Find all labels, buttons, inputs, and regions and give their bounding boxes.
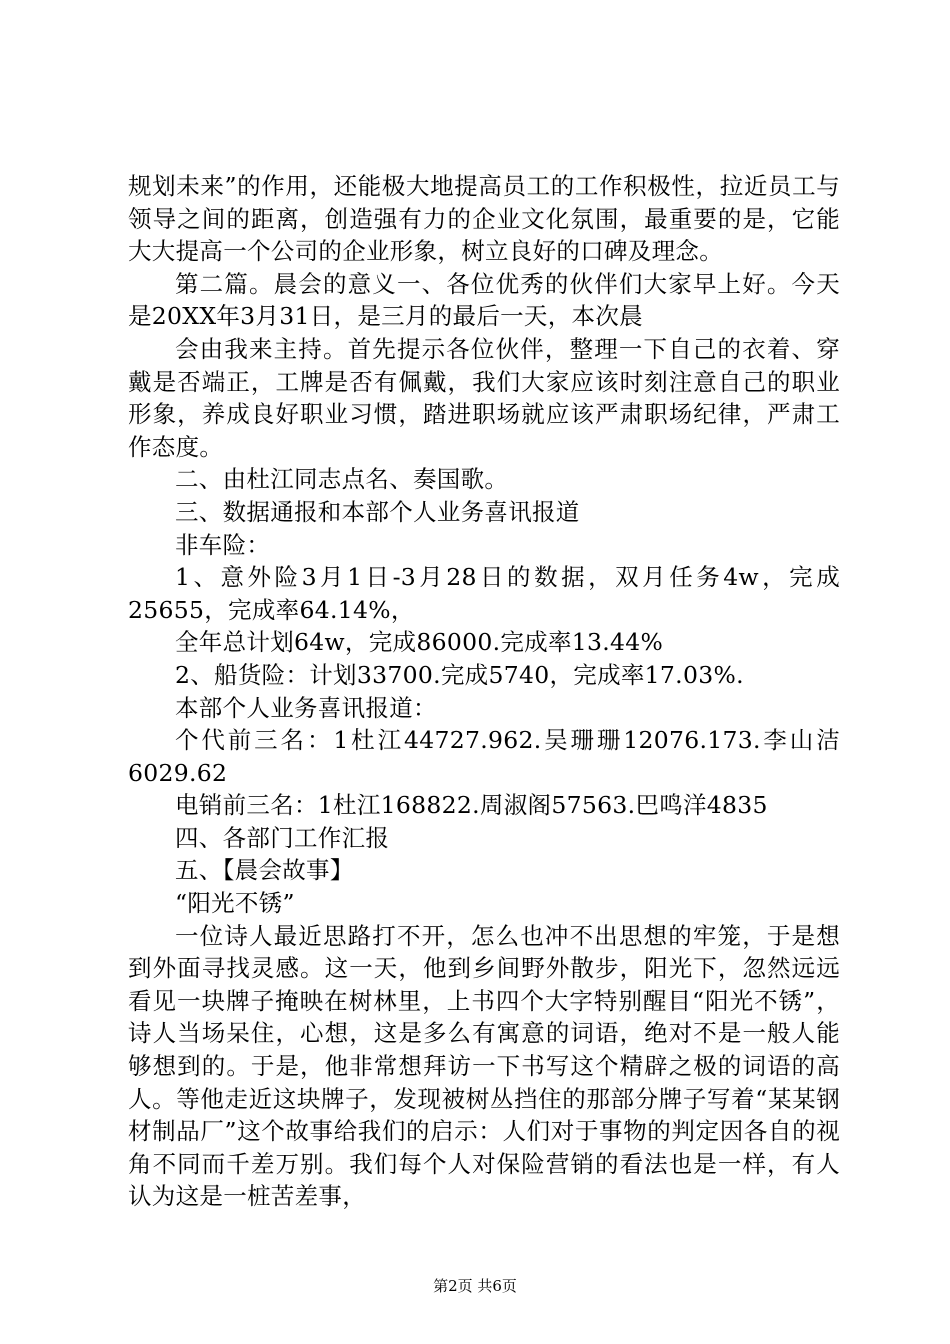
paragraph-14: 五、【晨会故事】 [175,856,354,885]
document-body [128,170,840,1213]
paragraph-8: 全年总计划64w，完成86000.完成率13.44% [175,628,664,657]
paragraph-9: 2、船货险：计划33700.完成5740，完成率17.03%. [175,660,744,689]
paragraph-7: 1、意外险3月1日-3月28日的数据，双月任务4w，完成25655，完成率64.14%， [128,563,840,624]
paragraph-10: 本部个人业务喜讯报道： [175,693,437,722]
page-number-label: 第2页 共6页 [433,1277,517,1295]
paragraph-6: 非车险： [175,530,271,559]
paragraph-4: 二、由杜江同志点名、奏国歌。 [175,465,509,494]
paragraph-12: 电销前三名：1杜江168822.周淑阁57563.巴鸣洋4835 [175,791,768,820]
paragraph-1: 规划未来”的作用，还能极大地提高员工的工作积极性，拉近员工与领导之间的距离，创造强有力的企业文化氛围，最重要的是，它能大大提高一个公司的企业形象，树立良好的口碑及理念。 [128,172,840,266]
paragraph-16: 一位诗人最近思路打不开，怎么也冲不出思想的牢笼，于是想到外面寻找灵感。这一天，他到乡间野外散步，阳光下，忽然远远看见一块牌子掩映在树林里，上书四个大字特别醒目“阳光不锈”，诗人当场呆住，心想，这是多么有寓意的词语，绝对不是一般人能够想到的。于是，他非常想拜访一下书写这个精辟之极的词语的高人。等他走近这块牌子，发现被树丛挡住的那部分牌子写着“某某钢材制品厂”这个故事给我们的启示：人们对于事物的判定因各自的视角不同而千差万别。我们每个人对保险营销的看法也是一样，有人认为这是一桩苦差事， [128,921,840,1211]
paragraph-2: 第二篇。晨会的意义一、各位优秀的伙伴们大家早上好。今天是20XX年3月31日，是三月的最后一天，本次晨 [128,269,840,331]
paragraph-3: 会由我来主持。首先提示各位伙伴，整理一下自己的衣着、穿戴是否端正，工牌是否有佩戴，我们大家应该时刻注意自己的职业形象，养成良好职业习惯，踏进职场就应该严肃职场纪律，严肃工作态度。 [128,334,840,461]
paragraph-5: 三、数据通报和本部个人业务喜讯报道 [175,497,580,526]
paragraph-15: “阳光不锈” [175,889,295,918]
paragraph-13: 四、各部门工作汇报 [175,823,390,852]
page-footer [0,1276,950,1296]
paragraph-11: 个代前三名：1杜江44727.962.吴珊珊12076.173.李山洁6029.62 [128,726,840,787]
